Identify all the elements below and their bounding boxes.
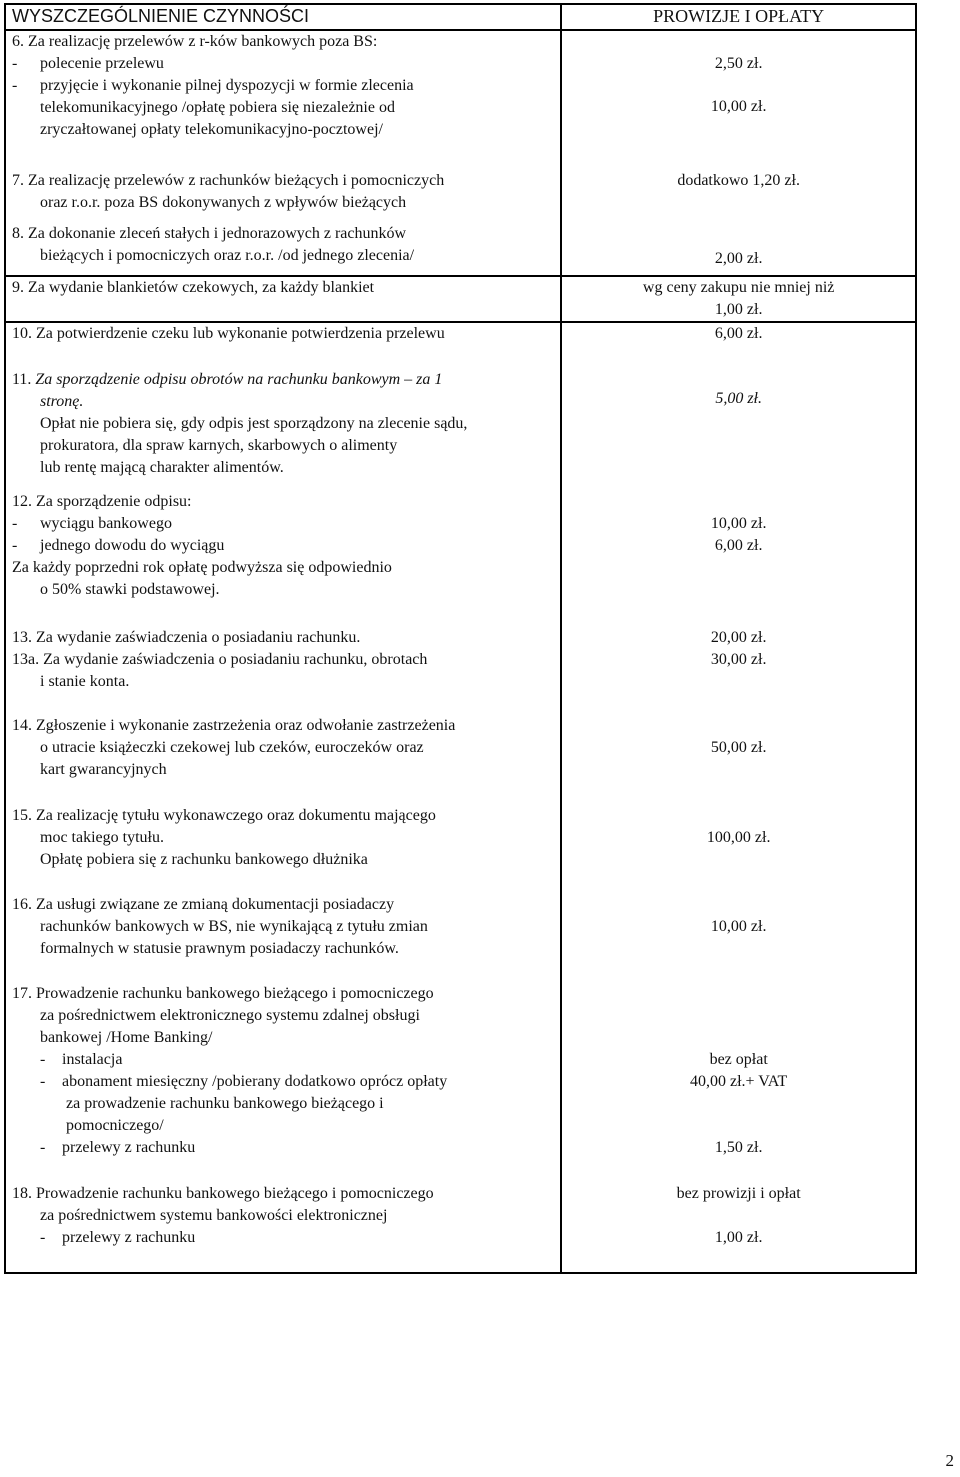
bullet-dash: -	[12, 55, 18, 72]
row-text: bieżących i pomocniczych oraz r.o.r. /od jednego zlecenia/	[40, 247, 415, 264]
row-text: Za każdy poprzedni rok opłatę podwyższa się odpowiednio	[12, 559, 392, 576]
bullet-dash: -	[12, 537, 18, 554]
activity-cell	[5, 223, 561, 276]
fee-value: bez prowizji i opłat	[676, 1185, 801, 1202]
row-text: pomocniczego/	[66, 1117, 164, 1134]
fee-cell	[561, 369, 916, 491]
fee-value: dodatkowo 1,20 zł.	[677, 172, 800, 189]
row-text: bankowej /Home Banking/	[40, 1029, 213, 1046]
row-text: kart gwarancyjnych	[40, 761, 167, 778]
row-text: o 50% stawki podstawowej.	[40, 581, 220, 598]
row-text: Opłat nie pobiera się, gdy odpis jest sporządzony na zlecenie sądu,	[40, 415, 468, 432]
row-text: przelewy z rachunku	[62, 1139, 196, 1156]
fee-cell	[561, 715, 916, 805]
bullet-dash: -	[12, 515, 18, 532]
row-text: o utracie książeczki czekowej lub czeków, euroczeków oraz	[40, 739, 424, 756]
fee-cell	[561, 894, 916, 983]
fee-cell	[561, 1183, 916, 1273]
activity-cell	[5, 369, 561, 491]
table-row	[5, 1183, 916, 1273]
table-row	[5, 627, 916, 715]
row-text: 16. Za usługi związane ze zmianą dokumentacji posiadaczy	[12, 896, 395, 913]
bullet-dash: -	[40, 1229, 46, 1246]
fee-cell	[561, 627, 916, 715]
table-row	[5, 165, 916, 223]
activity-cell	[5, 983, 561, 1183]
row-text: instalacja	[62, 1051, 123, 1068]
row-text: 18. Prowadzenie rachunku bankowego bieżącego i pomocniczego	[12, 1185, 434, 1202]
activity-cell	[5, 894, 561, 983]
row-text: i stanie konta.	[40, 673, 130, 690]
activity-cell	[5, 165, 561, 223]
activity-cell	[5, 715, 561, 805]
table-row	[5, 805, 916, 894]
bullet-dash: -	[40, 1051, 46, 1068]
fee-value: 1,00 zł.	[714, 1229, 763, 1246]
row-text: 13. Za wydanie zaświadczenia o posiadaniu rachunku.	[12, 629, 361, 646]
fee-cell	[561, 276, 916, 322]
table-row	[5, 715, 916, 805]
activity-cell	[5, 30, 561, 165]
row-text: przelewy z rachunku	[62, 1229, 196, 1246]
row-text: lub rentę mającą charakter alimentów.	[40, 459, 284, 476]
row-text: 15. Za realizację tytułu wykonawczego oraz dokumentu mającego	[12, 807, 436, 824]
fee-table	[4, 3, 917, 1274]
table-row	[5, 30, 916, 165]
row-text: Opłatę pobiera się z rachunku bankowego dłużnika	[40, 851, 368, 868]
row-text: zryczałtowanej opłaty telekomunikacyjno-pocztowej/	[40, 121, 383, 138]
fee-cell	[561, 30, 916, 165]
row-text: za pośrednictwem elektronicznego systemu zdalnej obsługi	[40, 1007, 420, 1024]
fee-value: 20,00 zł.	[710, 629, 767, 646]
fee-value: 10,00 zł.	[710, 918, 767, 935]
row-text: jednego dowodu do wyciągu	[40, 537, 225, 554]
table-row	[5, 223, 916, 276]
fee-cell	[561, 223, 916, 276]
fee-value: 1,50 zł.	[714, 1139, 763, 1156]
table-row	[5, 983, 916, 1183]
row-text: wyciągu bankowego	[40, 515, 172, 532]
row-text: 13a. Za wydanie zaświadczenia o posiadaniu rachunku, obrotach	[12, 651, 428, 668]
table-row	[5, 369, 916, 491]
bullet-dash: -	[12, 77, 18, 94]
page-number: 2	[945, 1451, 954, 1470]
row-text: moc takiego tytułu.	[40, 829, 164, 846]
activity-cell	[5, 1183, 561, 1273]
fee-value: 2,50 zł.	[714, 55, 763, 72]
fee-value: 50,00 zł.	[710, 739, 767, 756]
fee-value: 2,00 zł.	[714, 250, 763, 267]
fee-value: 5,00 zł.	[715, 390, 762, 407]
table-row	[5, 276, 916, 322]
activity-cell	[5, 491, 561, 627]
fee-cell	[561, 491, 916, 627]
row-text: 7. Za realizację przelewów z rachunków bieżących i pomocniczych	[12, 172, 445, 189]
row-text: 14. Zgłoszenie i wykonanie zastrzeżenia oraz odwołanie zastrzeżenia	[12, 717, 456, 734]
fee-value: 1,00 zł.	[714, 301, 763, 318]
fee-value: wg ceny zakupu nie mniej niż	[642, 279, 835, 296]
row-text: 10. Za potwierdzenie czeku lub wykonanie potwierdzenia przelewu	[12, 325, 445, 342]
fee-value: 100,00 zł.	[706, 829, 771, 846]
row-text: 17. Prowadzenie rachunku bankowego bieżącego i pomocniczego	[12, 985, 434, 1002]
fee-value: 10,00 zł.	[710, 98, 767, 115]
row-text: za prowadzenie rachunku bankowego bieżącego i	[66, 1095, 384, 1112]
fee-cell	[561, 165, 916, 223]
table-header-row	[5, 4, 916, 30]
row-text: przyjęcie i wykonanie pilnej dyspozycji w formie zlecenia	[40, 77, 414, 94]
row-text: oraz r.o.r. poza BS dokonywanych z wpływów bieżących	[40, 194, 407, 211]
fee-cell	[561, 983, 916, 1183]
row-text: Za sporządzenie odpisu obrotów na rachunku bankowym – za 1	[35, 371, 443, 388]
row-text: rachunków bankowych w BS, nie wynikającą z tytułu zmian	[40, 918, 428, 935]
bullet-dash: -	[40, 1073, 46, 1090]
table-row	[5, 894, 916, 983]
fee-cell	[561, 322, 916, 369]
fee-value: 6,00 zł.	[714, 537, 763, 554]
table-row	[5, 491, 916, 627]
row-text: abonament miesięczny /pobierany dodatkowo oprócz opłaty	[62, 1073, 448, 1090]
row-text: telekomunikacyjnego /opłatę pobiera się niezależnie od	[40, 99, 395, 116]
activity-cell	[5, 322, 561, 369]
row-text: za pośrednictwem systemu bankowości elektronicznej	[40, 1207, 388, 1224]
header-activity: WYSZCZEGÓLNIENIE CZYNNOŚCI	[5, 4, 561, 30]
activity-cell	[5, 627, 561, 715]
fee-cell	[561, 805, 916, 894]
row-text: 9. Za wydanie blankietów czekowych, za każdy blankiet	[12, 279, 375, 296]
header-fees: PROWIZJE I OPŁATY	[561, 4, 916, 30]
activity-cell	[5, 276, 561, 322]
row-text: 8. Za dokonanie zleceń stałych i jednorazowych z rachunków	[12, 225, 407, 242]
row-text: prokuratora, dla spraw karnych, skarbowych o alimenty	[40, 437, 398, 454]
fee-value: bez opłat	[709, 1051, 768, 1068]
fee-value: 30,00 zł.	[710, 651, 767, 668]
table-row	[5, 322, 916, 369]
row-text: polecenie przelewu	[40, 55, 164, 72]
row-text: 6. Za realizację przelewów z r-ków bankowych poza BS:	[12, 33, 378, 50]
activity-cell	[5, 805, 561, 894]
bullet-dash: -	[40, 1139, 46, 1156]
row-number: 11.	[12, 371, 32, 388]
row-text: stronę.	[40, 393, 84, 410]
row-text: formalnych w statusie prawnym posiadaczy rachunków.	[40, 940, 399, 957]
fee-value: 10,00 zł.	[710, 515, 767, 532]
row-text: 12. Za sporządzenie odpisu:	[12, 493, 192, 510]
fee-value: 40,00 zł.+ VAT	[690, 1073, 788, 1090]
fee-value: 6,00 zł.	[714, 325, 763, 342]
